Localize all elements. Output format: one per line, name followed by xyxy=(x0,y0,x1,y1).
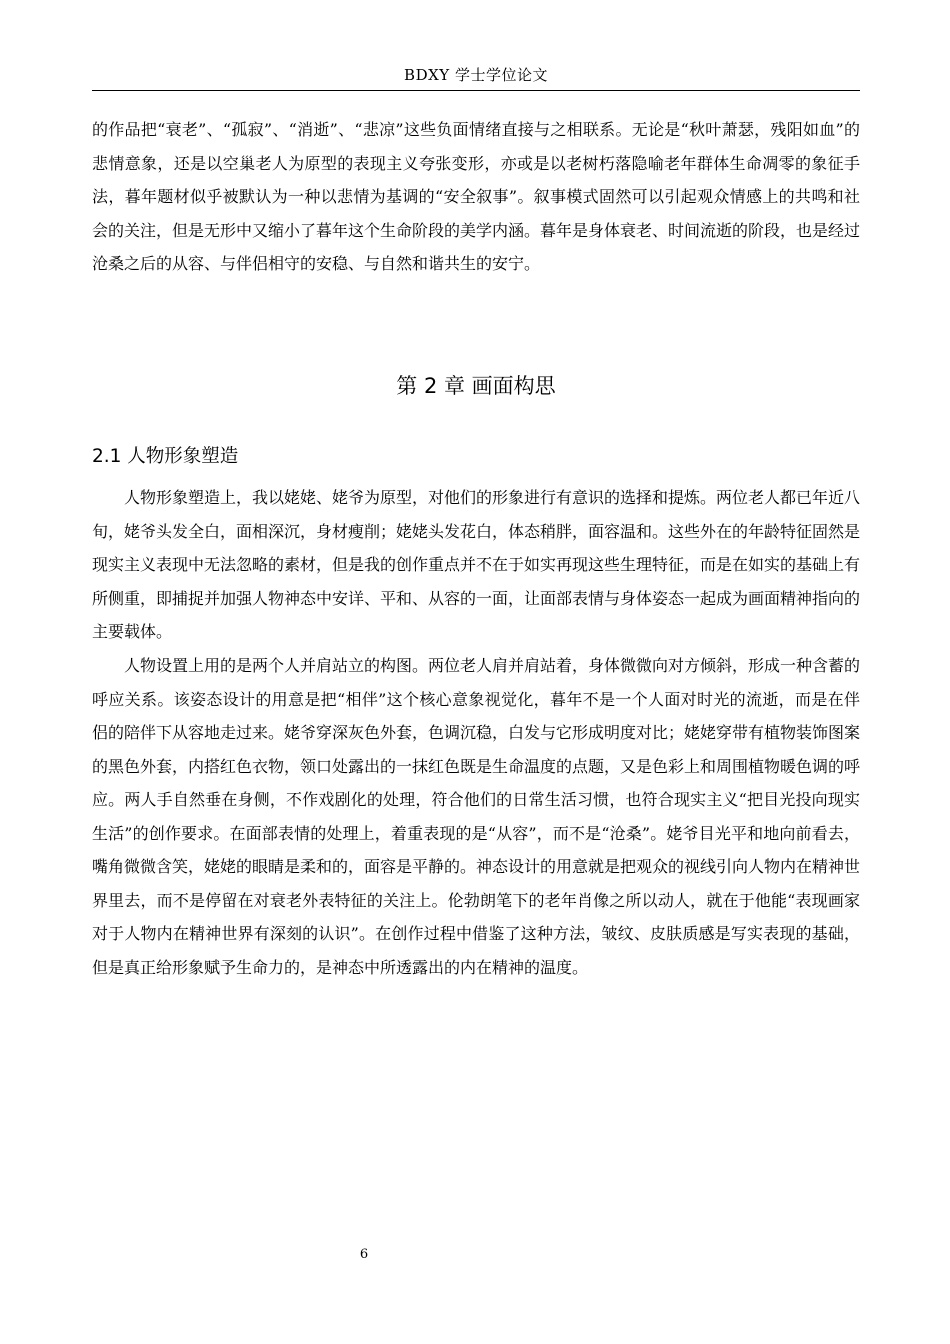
page-number: 6 xyxy=(359,1247,369,1262)
paragraph-intro-continued: 的作品把“衰老”、“孤寂”、“消逝”、“悲凉”这些负面情绪直接与之相联系。无论是“秋叶萧瑟，残阳如血”的悲情意象，还是以空巢老人为原型的表现主义夸张变形，亦或是以老树朽落隐喻老年群体生命凋零的象征手法，暮年题材似乎被默认为一种以悲情为基调的“安全叙事”。叙事模式固然可以引起观众情感上的共鸣和社会的关注，但是无形中又缩小了暮年这个生命阶段的美学内涵。暮年是身体衰老、时间流逝的阶段，也是经过沧桑之后的从容、与伴侣相守的安稳、与自然和谐共生的安宁。 xyxy=(92,120,861,273)
header-divider xyxy=(92,90,860,91)
section-title: 2.1 人物形象塑造 xyxy=(92,446,239,467)
paragraph-section-2-1-1: 人物形象塑造上，我以姥姥、姥爷为原型，对他们的形象进行有意识的选择和提炼。两位老人都已年近八旬，姥爷头发全白，面相深沉，身材瘦削；姥姥头发花白，体态稍胖，面容温和。这些外在的年龄特征固然是现实主义表现中无法忽略的素材，但是我的创作重点并不在于如实再现这些生理特征，而是在如实的基础上有所侧重，即捕捉并加强人物神态中安详、平和、从容的一面，让面部表情与身体姿态一起成为画面精神指向的主要载体。 xyxy=(92,488,861,641)
paragraph-section-2-1-2: 人物设置上用的是两个人并肩站立的构图。两位老人肩并肩站着，身体微微向对方倾斜，形成一种含蓄的呼应关系。该姿态设计的用意是把“相伴”这个核心意象视觉化，暮年不是一个人面对时光的流逝，而是在伴侣的陪伴下从容地走过来。姥爷穿深灰色外套，色调沉稳，白发与它形成明度对比；姥姥穿带有植物装饰图案的黑色外套，内搭红色衣物，领口处露出的一抹红色既是生命温度的点题，又是色彩上和周围植物暖色调的呼应。两人手自然垂在身侧，不作戏剧化的处理，符合他们的日常生活习惯，也符合现实主义“把目光投向现实生活”的创作要求。在面部表情的处理上，着重表现的是“从容”，而不是“沧桑”。姥爷目光平和地向前看去，嘴角微微含笑，姥姥的眼睛是柔和的，面容是平静的。神态设计的用意就是把观众的视线引向人物内在精神世界里去，而不是停留在对衰老外表特征的关注上。伦勃朗笔下的老年肖像之所以动人，就在于他能“表现画家对于人物内在精神世界有深刻的认识”。在创作过程中借鉴了这种方法，皱纹、皮肤质感是写实表现的基础，但是真正给形象赋予生命力的，是神态中所透露出的内在精神的温度。 xyxy=(92,656,861,977)
page-header: BDXY 学士学位论文 xyxy=(404,66,548,84)
chapter-title: 第 2 章 画面构思 xyxy=(396,374,556,398)
